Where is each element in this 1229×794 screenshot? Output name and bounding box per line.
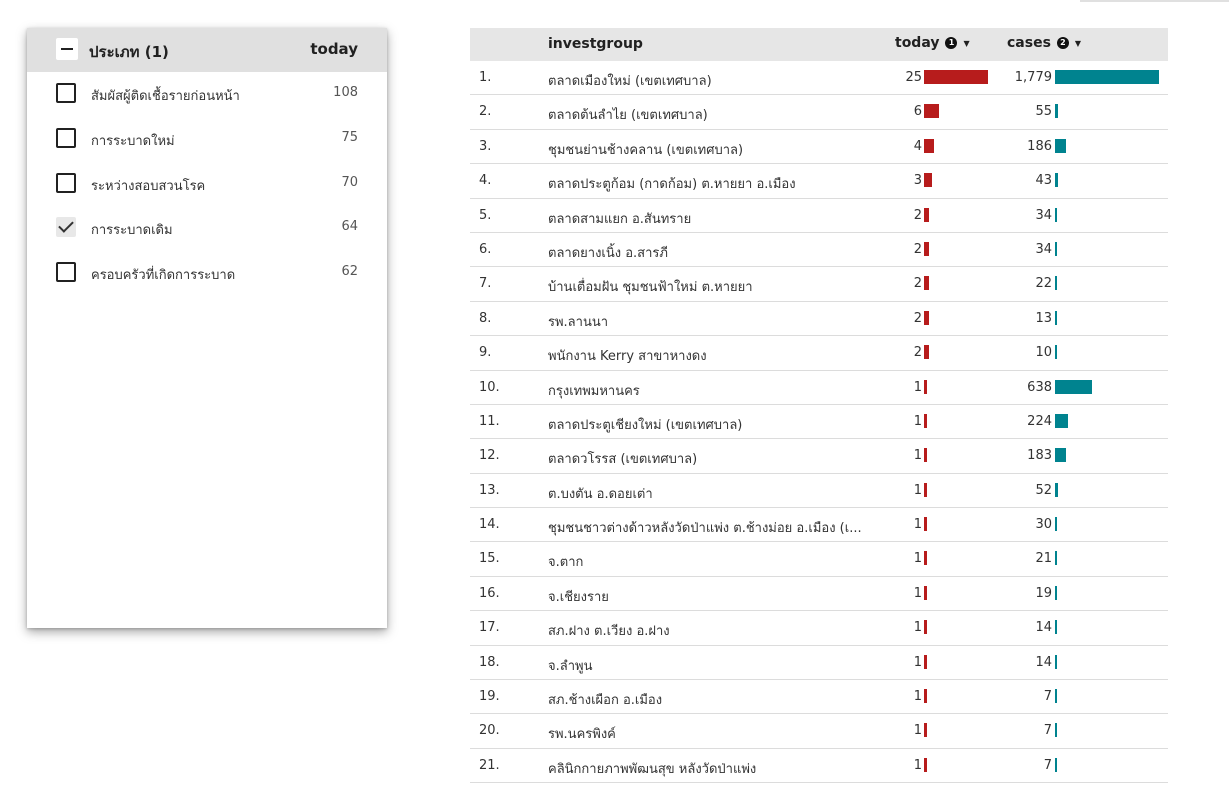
row-cases-value: 7: [1043, 689, 1052, 705]
table-row[interactable]: [470, 577, 1168, 611]
row-index: 21.: [479, 757, 500, 773]
row-cases-value: 1,779: [1014, 70, 1052, 85]
row-cases-value: 10: [1035, 345, 1052, 361]
deselect-all-toggle[interactable]: [56, 38, 78, 60]
table-row[interactable]: [470, 439, 1168, 473]
today-bar: [924, 242, 929, 256]
cases-bar: [1055, 139, 1066, 153]
today-bar: [924, 276, 929, 290]
row-today-value: 3: [913, 173, 922, 189]
row-investgroup: รพ.นครพิงค์: [548, 727, 616, 743]
table-row[interactable]: [470, 95, 1168, 129]
row-investgroup: ชุมชนย่านช้างคลาน (เขตเทศบาล): [548, 142, 744, 158]
table-row[interactable]: [470, 130, 1168, 164]
row-today-value: 6: [913, 104, 922, 120]
today-bar: [924, 689, 927, 703]
today-bar: [924, 551, 927, 565]
sort-down-icon[interactable]: ▼: [1074, 38, 1082, 48]
row-investgroup: จ.ตาก: [548, 555, 584, 571]
row-today-value: 2: [913, 207, 922, 223]
today-bar: [924, 586, 927, 600]
filter-option-label: การระบาดใหม่: [91, 133, 175, 149]
row-index: 16.: [479, 585, 500, 601]
checkbox-checked[interactable]: [56, 217, 76, 237]
cases-bar: [1055, 586, 1057, 600]
row-investgroup: ต.บงตัน อ.ดอยเต่า: [548, 486, 653, 502]
row-index: 1.: [479, 70, 492, 85]
row-index: 14.: [479, 517, 500, 533]
cases-bar: [1055, 758, 1057, 772]
cases-bar: [1055, 208, 1057, 222]
today-bar: [924, 345, 929, 359]
col-header-today-label: today: [895, 35, 940, 51]
info-2-icon[interactable]: 2: [1057, 37, 1069, 49]
filter-title: ประเภท (1): [89, 43, 169, 61]
row-index: 18.: [479, 654, 500, 670]
row-investgroup: ตลาดวโรรส (เขตเทศบาล): [548, 452, 698, 468]
cases-bar: [1055, 276, 1057, 290]
row-cases-value: 14: [1035, 620, 1052, 636]
row-cases-value: 21: [1035, 551, 1052, 567]
row-index: 11.: [479, 413, 500, 429]
today-bar: [924, 380, 927, 394]
today-bar: [924, 414, 927, 428]
filter-option[interactable]: [27, 206, 387, 250]
row-cases-value: 55: [1035, 104, 1052, 120]
row-cases-value: 34: [1035, 241, 1052, 257]
row-index: 6.: [479, 241, 492, 257]
table-body: [470, 61, 1168, 783]
row-cases-value: 7: [1043, 757, 1052, 773]
table-row[interactable]: [470, 474, 1168, 508]
row-investgroup: พนักงาน Kerry สาขาหางดง: [548, 349, 707, 365]
table-row[interactable]: [470, 611, 1168, 645]
cases-bar: [1055, 70, 1159, 84]
table-row[interactable]: [470, 646, 1168, 680]
table-row[interactable]: [470, 680, 1168, 714]
filter-option-label: ระหว่างสอบสวนโรค: [91, 178, 206, 194]
filter-option-label: ครอบครัวที่เกิดการระบาด: [91, 268, 236, 284]
cases-bar: [1055, 689, 1057, 703]
row-index: 7.: [479, 276, 492, 292]
today-bar: [924, 104, 939, 118]
row-index: 9.: [479, 345, 492, 361]
cases-bar: [1055, 483, 1058, 497]
table-row[interactable]: [470, 749, 1168, 783]
row-investgroup: บ้านเตื่อมฝัน ชุมชนฟ้าใหม่ ต.หายยา: [548, 280, 753, 296]
row-today-value: 1: [913, 757, 922, 773]
row-today-value: 2: [913, 241, 922, 257]
today-bar: [924, 655, 927, 669]
row-today-value: 1: [913, 585, 922, 601]
checkbox[interactable]: [56, 83, 76, 103]
row-investgroup: ตลาดต้นลำไย (เขตเทศบาล): [548, 108, 708, 124]
row-today-value: 2: [913, 310, 922, 326]
table-row[interactable]: [470, 164, 1168, 198]
row-index: 10.: [479, 379, 500, 395]
row-today-value: 1: [913, 482, 922, 498]
row-today-value: 1: [913, 620, 922, 636]
filter-option-label: การระบาดเดิม: [91, 223, 173, 239]
row-investgroup: ตลาดยางเนิ้ง อ.สารภี: [548, 245, 668, 261]
cases-bar: [1055, 311, 1057, 325]
row-today-value: 1: [913, 689, 922, 705]
investgroup-table: [470, 28, 1168, 783]
row-index: 5.: [479, 207, 492, 223]
row-investgroup: ตลาดประตูเชียงใหม่ (เขตเทศบาล): [548, 417, 743, 433]
cases-bar: [1055, 723, 1057, 737]
row-cases-value: 30: [1035, 517, 1052, 533]
row-investgroup: สภ.ช้างเผือก อ.เมือง: [548, 693, 663, 709]
row-today-value: 1: [913, 654, 922, 670]
row-index: 19.: [479, 689, 500, 705]
row-cases-value: 34: [1035, 207, 1052, 223]
table-row[interactable]: [470, 542, 1168, 576]
cases-bar: [1055, 173, 1058, 187]
row-cases-value: 52: [1035, 482, 1052, 498]
today-bar: [924, 448, 927, 462]
row-today-value: 1: [913, 723, 922, 739]
row-investgroup: สภ.ฝาง ต.เวียง อ.ฝาง: [548, 624, 670, 640]
minus-icon: [61, 48, 73, 50]
row-cases-value: 186: [1027, 138, 1052, 154]
cases-bar: [1055, 655, 1057, 669]
row-cases-value: 13: [1035, 310, 1052, 326]
filter-option-value: 108: [333, 85, 358, 100]
row-today-value: 2: [913, 345, 922, 361]
filter-option[interactable]: [27, 72, 387, 116]
row-cases-value: 224: [1027, 413, 1052, 429]
row-index: 15.: [479, 551, 500, 567]
row-investgroup: ตลาดประตูก้อม (กาดก้อม) ต.หายยา อ.เมือง: [548, 177, 796, 193]
row-investgroup: จ.ลำพูน: [548, 658, 593, 674]
row-investgroup: จ.เชียงราย: [548, 589, 609, 605]
row-investgroup: ชุมชนชาวต่างด้าวหลังวัดป่าแพ่ง ต.ช้างม่อย อ.เมือง (เ...: [548, 521, 862, 537]
filter-option[interactable]: [27, 117, 387, 161]
cases-bar: [1055, 380, 1092, 394]
top-edge-line: [1080, 0, 1229, 2]
col-header-cases-label: cases: [1007, 35, 1051, 51]
cases-bar: [1055, 242, 1057, 256]
table-row[interactable]: [470, 267, 1168, 301]
today-bar: [924, 620, 927, 634]
cases-bar: [1055, 448, 1066, 462]
table-row[interactable]: [470, 714, 1168, 748]
today-bar: [924, 139, 934, 153]
row-today-value: 1: [913, 448, 922, 464]
table-row[interactable]: [470, 405, 1168, 439]
row-investgroup: ตลาดสามแยก อ.สันทราย: [548, 211, 692, 227]
table-row[interactable]: [470, 336, 1168, 370]
row-today-value: 1: [913, 551, 922, 567]
filter-panel: [27, 28, 387, 628]
row-today-value: 2: [913, 276, 922, 292]
filter-option-value: 70: [341, 174, 358, 190]
filter-option-label: สัมผัสผู้ติดเชื้อรายก่อนหน้า: [91, 89, 240, 104]
cases-bar: [1055, 104, 1058, 118]
col-header-investgroup[interactable]: investgroup: [548, 36, 643, 52]
checkbox[interactable]: [56, 262, 76, 282]
filter-option[interactable]: [27, 251, 387, 295]
today-bar: [924, 517, 927, 531]
row-investgroup: รพ.ลานนา: [548, 314, 609, 330]
col-header-cases[interactable]: [1007, 35, 1081, 51]
row-cases-value: 183: [1027, 448, 1052, 464]
row-index: 13.: [479, 482, 500, 498]
cases-bar: [1055, 345, 1057, 359]
row-cases-value: 638: [1027, 379, 1052, 395]
table-row[interactable]: [470, 302, 1168, 336]
row-cases-value: 19: [1035, 585, 1052, 601]
filter-metric-label[interactable]: today: [310, 40, 358, 58]
col-header-today[interactable]: [895, 35, 970, 51]
today-bar: [924, 758, 927, 772]
row-investgroup: ตลาดเมืองใหม่ (เขตเทศบาล): [548, 74, 712, 89]
row-cases-value: 43: [1035, 173, 1052, 189]
today-bar: [924, 173, 932, 187]
today-bar: [924, 311, 929, 325]
row-index: 12.: [479, 448, 500, 464]
checkbox[interactable]: [56, 173, 76, 193]
filter-option-value: 64: [341, 219, 358, 235]
today-bar: [924, 723, 927, 737]
row-index: 3.: [479, 138, 492, 154]
row-today-value: 1: [913, 517, 922, 533]
table-row[interactable]: [470, 508, 1168, 542]
table-header: [470, 28, 1168, 61]
row-index: 2.: [479, 104, 492, 120]
table-row[interactable]: [470, 199, 1168, 233]
filter-option[interactable]: [27, 162, 387, 206]
row-cases-value: 7: [1043, 723, 1052, 739]
filter-header: [27, 28, 387, 72]
today-bar: [924, 70, 988, 84]
today-bar: [924, 483, 927, 497]
cases-bar: [1055, 414, 1068, 428]
cases-bar: [1055, 551, 1057, 565]
row-index: 4.: [479, 173, 492, 189]
row-today-value: 1: [913, 413, 922, 429]
sort-down-icon[interactable]: ▼: [963, 38, 970, 48]
row-index: 20.: [479, 723, 500, 739]
info-1-icon[interactable]: 1: [945, 37, 957, 49]
cases-bar: [1055, 517, 1057, 531]
table-row[interactable]: [470, 61, 1168, 95]
table-row[interactable]: [470, 371, 1168, 405]
row-today-value: 1: [913, 379, 922, 395]
today-bar: [924, 208, 929, 222]
row-investgroup: คลินิกกายภาพพัฒนสุข หลังวัดป่าแพ่ง: [548, 761, 757, 777]
filter-option-value: 62: [341, 264, 358, 280]
row-cases-value: 22: [1035, 276, 1052, 292]
row-today-value: 25: [905, 70, 922, 85]
filter-option-value: 75: [341, 129, 358, 145]
row-cases-value: 14: [1035, 654, 1052, 670]
row-investgroup: กรุงเทพมหานคร: [548, 383, 640, 399]
row-index: 8.: [479, 310, 492, 326]
row-index: 17.: [479, 620, 500, 636]
checkbox[interactable]: [56, 128, 76, 148]
row-today-value: 4: [913, 138, 922, 154]
cases-bar: [1055, 620, 1057, 634]
table-row[interactable]: [470, 233, 1168, 267]
